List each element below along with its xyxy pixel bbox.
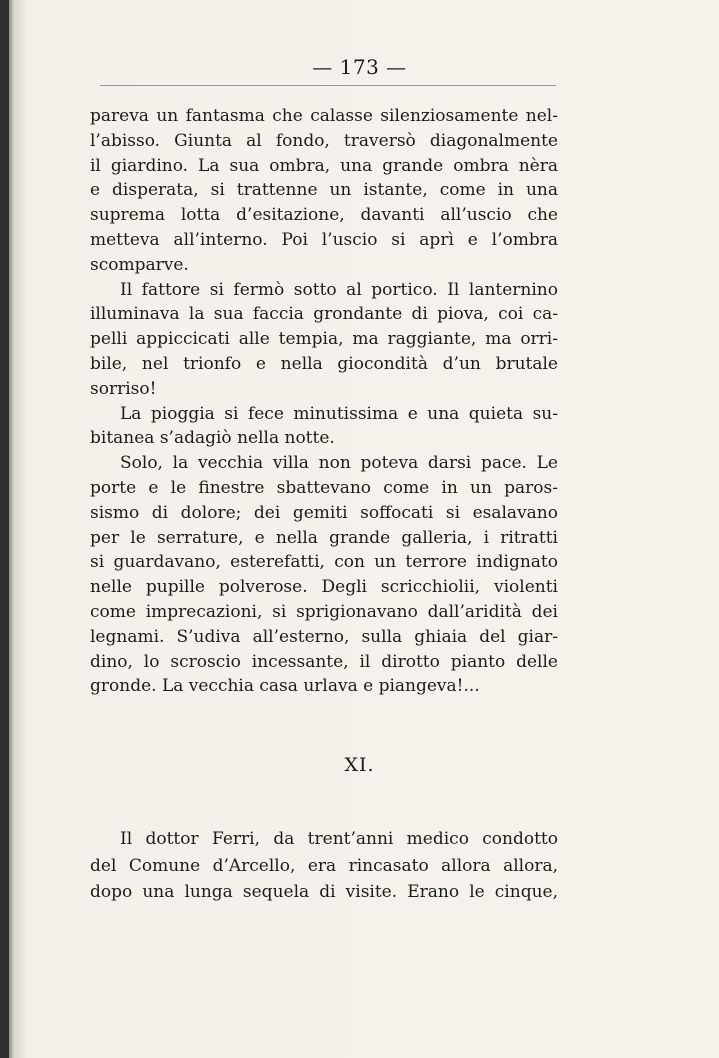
chapter-paragraph: [90, 826, 558, 906]
text-line: come imprecazioni, si sprigionavano dall’aridità dei: [90, 601, 558, 622]
text-line: bitanea s’adagiò nella notte.: [90, 428, 335, 449]
chapter-heading: XI.: [344, 754, 375, 776]
main-text-block: [90, 104, 558, 699]
text-line: sismo di dolore; dei gemiti soffocati si esalavano: [90, 502, 558, 523]
text-line: Solo, la vecchia villa non poteva darsi pace. Le: [120, 453, 558, 474]
text-line: si guardavano, esterefatti, con un terrore indignato: [90, 552, 558, 573]
chapter-text-block: [90, 826, 558, 906]
text-line: pareva un fantasma che calasse silenziosamente nel-: [90, 106, 558, 126]
text-line: porte e le finestre sbattevano come in un paros-: [90, 477, 558, 498]
text-line: metteva all’interno. Poi l’uscio si aprì e l’ombra: [90, 229, 558, 250]
text-line: pelli appiccicati alle tempia, ma raggiante, ma orri-: [90, 329, 558, 350]
text-line: l’abisso. Giunta al fondo, traversò diagonalmente: [90, 130, 558, 151]
text-line: illuminava la sua faccia grondante di piova, coi ca-: [90, 304, 558, 325]
text-line: il giardino. La sua ombra, una grande ombra nèra: [90, 155, 558, 176]
text-line: legnami. S’udiva all’esterno, sulla ghiaia del giar-: [90, 626, 558, 647]
text-line: bile, nel trionfo e nella giocondità d’un brutale: [90, 353, 558, 374]
paragraph-1: [90, 104, 558, 278]
text-line: La pioggia si fece minutissima e una quieta su-: [120, 403, 558, 424]
text-line: del Comune d’Arcello, era rincasato allora allora,: [90, 855, 558, 876]
text-line: Il fattore si fermò sotto al portico. Il lanternino: [120, 279, 558, 300]
text-line: sorriso!: [90, 378, 157, 399]
text-line: e disperata, si trattenne un istante, come in una: [90, 180, 558, 201]
header-rule: [100, 85, 556, 86]
text-line: nelle pupille polverose. Degli scricchiolii, violenti: [90, 577, 558, 598]
page-number: — 173 —: [312, 55, 407, 79]
paragraph-3: [90, 402, 558, 452]
text-line: dino, lo scroscio incessante, il dirotto pianto delle: [90, 651, 558, 672]
text-line: dopo una lunga sequela di visite. Erano le cinque,: [90, 882, 558, 902]
text-line: scomparve.: [90, 254, 189, 275]
text-line: Il dottor Ferri, da trent’anni medico condotto: [120, 829, 558, 849]
text-line: per le serrature, e nella grande galleria, i ritratti: [90, 527, 558, 548]
paragraph-2: [90, 278, 558, 402]
text-line: gronde. La vecchia casa urlava e piangeva!...: [90, 676, 480, 697]
book-spine-shadow: [0, 0, 9, 1058]
paragraph-4: [90, 451, 558, 699]
text-line: suprema lotta d’esitazione, davanti all’uscio che: [90, 205, 558, 226]
